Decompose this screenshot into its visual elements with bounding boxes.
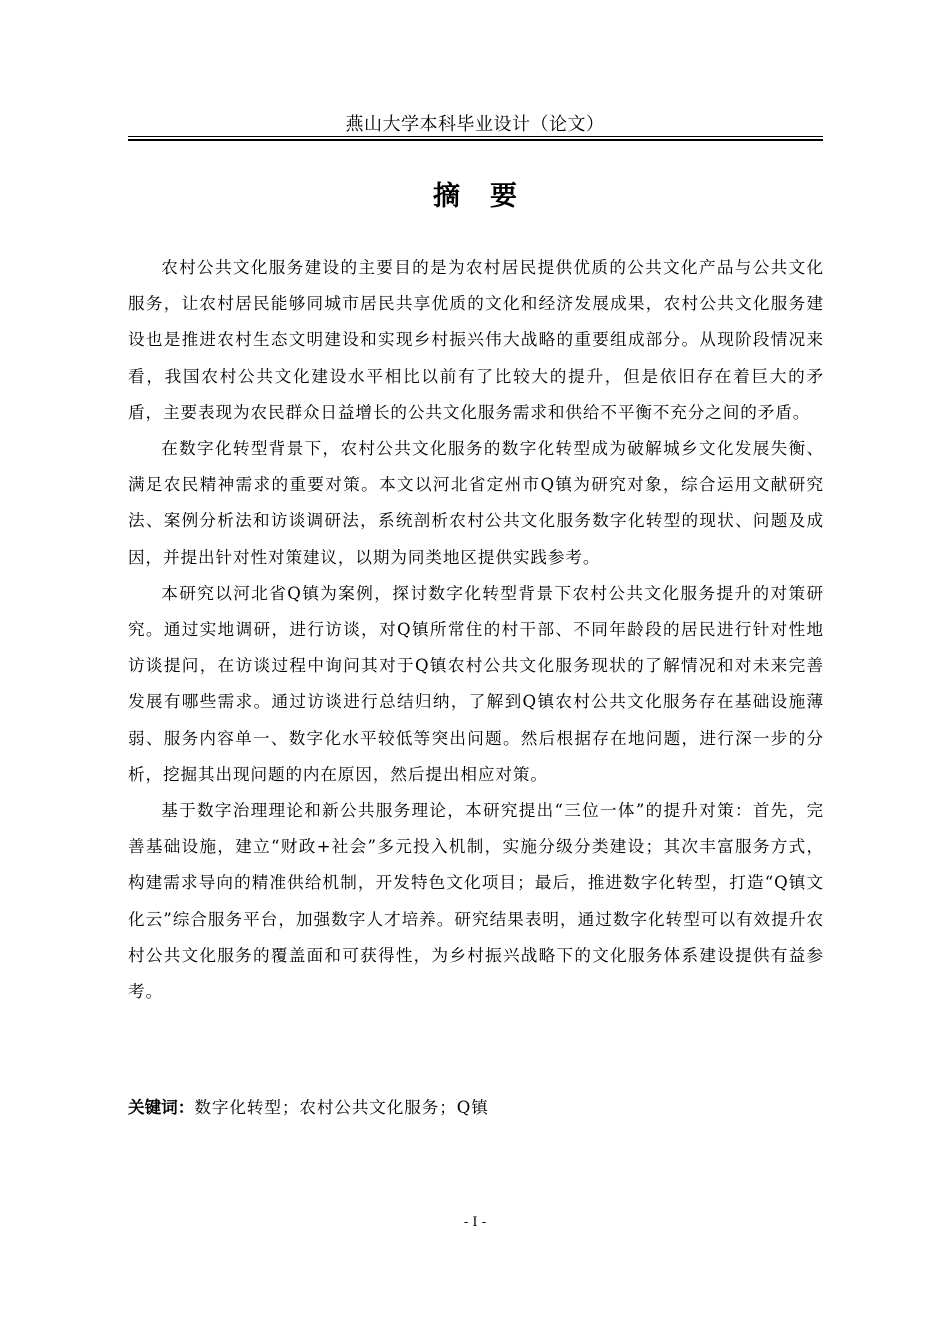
abstract-paragraph: 农村公共文化服务建设的主要目的是为农村居民提供优质的公共文化产品与公共文化服务，让农村居民能够同城市居民共享优质的文化和经济发展成果，农村公共文化服务建设也是推进农村生态文明建设和实现乡村振兴伟大战略的重要组成部分。从现阶段情况来看，我国农村公共文化建设水平相比以前有了比较大的提升，但是依旧存在着巨大的矛盾，主要表现为农民群众日益增长的公共文化服务需求和供给不平衡不充分之间的矛盾。 bbox=[128, 258, 824, 422]
keywords-label: 关键词： bbox=[128, 1098, 195, 1117]
running-header-title: 燕山大学本科毕业设计（论文） bbox=[345, 114, 605, 135]
abstract-heading-char-2: 要 bbox=[490, 181, 517, 212]
abstract-heading bbox=[0, 180, 950, 214]
abstract-heading-char-1: 摘 bbox=[433, 181, 460, 212]
page-number: - I - bbox=[463, 1215, 487, 1230]
abstract-paragraph: 在数字化转型背景下，农村公共文化服务的数字化转型成为破解城乡文化发展失衡、满足农民精神需求的重要对策。本文以河北省定州市Q镇为研究对象，综合运用文献研究法、案例分析法和访谈调研法，系统剖析农村公共文化服务数字化转型的现状、问题及成因，并提出针对性对策建议，以期为同类地区提供实践参考。 bbox=[128, 439, 824, 567]
header-rule-thin bbox=[128, 136, 823, 137]
keywords-text: 数字化转型；农村公共文化服务；Q镇 bbox=[194, 1098, 489, 1117]
abstract-paragraph: 基于数字治理理论和新公共服务理论，本研究提出“三位一体”的提升对策：首先，完善基础设施，建立“财政+社会”多元投入机制，实施分级分类建设；其次丰富服务方式，构建需求导向的精准供给机制，开发特色文化项目；最后，推进数字化转型，打造“Q镇文化云”综合服务平台，加强数字人才培养。研究结果表明，通过数字化转型可以有效提升农村公共文化服务的覆盖面和可获得性，为乡村振兴战略下的文化服务体系建设提供有益参考。 bbox=[128, 801, 824, 1002]
abstract-body bbox=[128, 250, 824, 1010]
abstract-paragraph: 本研究以河北省Q镇为案例，探讨数字化转型背景下农村公共文化服务提升的对策研究。通过实地调研，进行访谈，对Q镇所常住的村干部、不同年龄段的居民进行针对性地访谈提问，在访谈过程中询问其对于Q镇农村公共文化服务现状的了解情况和对未来完善发展有哪些需求。通过访谈进行总结归纳，了解到Q镇农村公共文化服务存在基础设施薄弱、服务内容单一、数字化水平较低等突出问题。然后根据存在地问题，进行深一步的分析，挖掘其出现问题的内在原因，然后提出相应对策。 bbox=[128, 583, 824, 784]
header-rule-thick bbox=[128, 139, 823, 141]
keywords-line bbox=[128, 1094, 489, 1122]
